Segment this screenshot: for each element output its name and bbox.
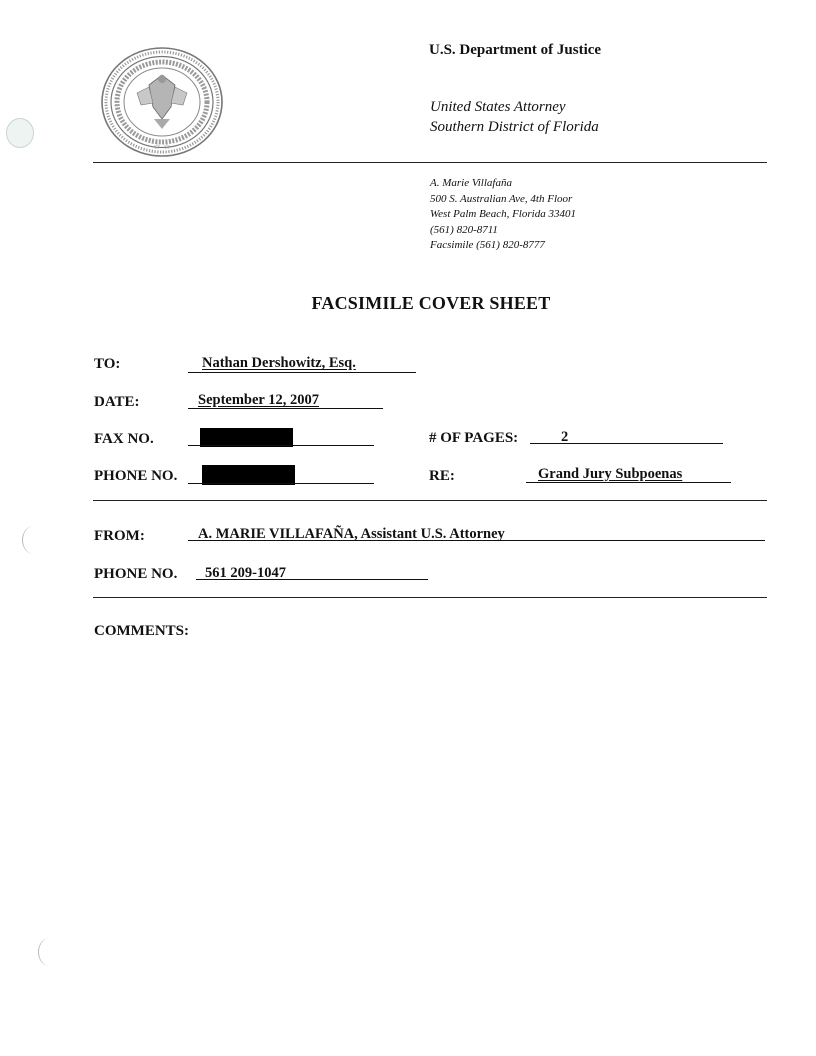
phone-label: PHONE NO.	[94, 468, 178, 484]
header-rule	[93, 162, 767, 163]
date-value: September 12, 2007	[198, 392, 319, 408]
punch-hole-mark	[38, 938, 61, 966]
from-label: FROM:	[94, 528, 145, 544]
office-line-2: Southern District of Florida	[430, 119, 599, 135]
from-phone-label: PHONE NO.	[94, 566, 178, 582]
svg-text:☆ ☆: ☆ ☆	[153, 142, 171, 151]
contact-address: 500 S. Australian Ave, 4th Floor	[430, 192, 573, 205]
contact-fax: Facsimile (561) 820-8777	[430, 239, 545, 251]
punch-hole-mark	[6, 118, 34, 148]
comments-label: COMMENTS:	[94, 623, 189, 639]
re-label: RE:	[429, 468, 455, 484]
pages-underline	[530, 443, 723, 444]
to-label: TO:	[94, 356, 121, 372]
re-underline	[526, 482, 731, 483]
section-rule-1	[93, 500, 767, 501]
pages-label: # OF PAGES:	[429, 430, 519, 446]
from-value: A. MARIE VILLAFAÑA, Assistant U.S. Attorney	[198, 526, 505, 542]
from-phone-value: 561 209-1047	[205, 565, 286, 581]
department-name: U.S. Department of Justice	[429, 42, 602, 58]
to-underline	[188, 372, 416, 373]
contact-block	[430, 176, 576, 254]
phone-redaction	[202, 465, 295, 485]
date-label: DATE:	[94, 394, 140, 410]
pages-value: 2	[561, 429, 569, 445]
phone-underline	[188, 483, 374, 484]
punch-hole-mark	[22, 526, 45, 554]
to-value: Nathan Dershowitz, Esq.	[202, 355, 356, 371]
date-underline	[188, 408, 383, 409]
contact-phone: (561) 820-8711	[430, 223, 498, 236]
from-phone-underline	[196, 579, 428, 580]
re-value: Grand Jury Subpoenas	[538, 466, 683, 482]
office-line-1: United States Attorney	[430, 99, 566, 115]
page-title: FACSIMILE COVER SHEET	[311, 293, 551, 313]
office-block	[430, 97, 599, 137]
fax-label: FAX NO.	[94, 431, 154, 447]
contact-name: A. Marie Villafaña	[430, 177, 512, 189]
section-rule-2	[93, 597, 767, 598]
from-underline	[188, 540, 765, 541]
contact-city: West Palm Beach, Florida 33401	[430, 208, 576, 220]
doj-seal-icon	[99, 45, 225, 160]
fax-underline	[188, 445, 374, 446]
